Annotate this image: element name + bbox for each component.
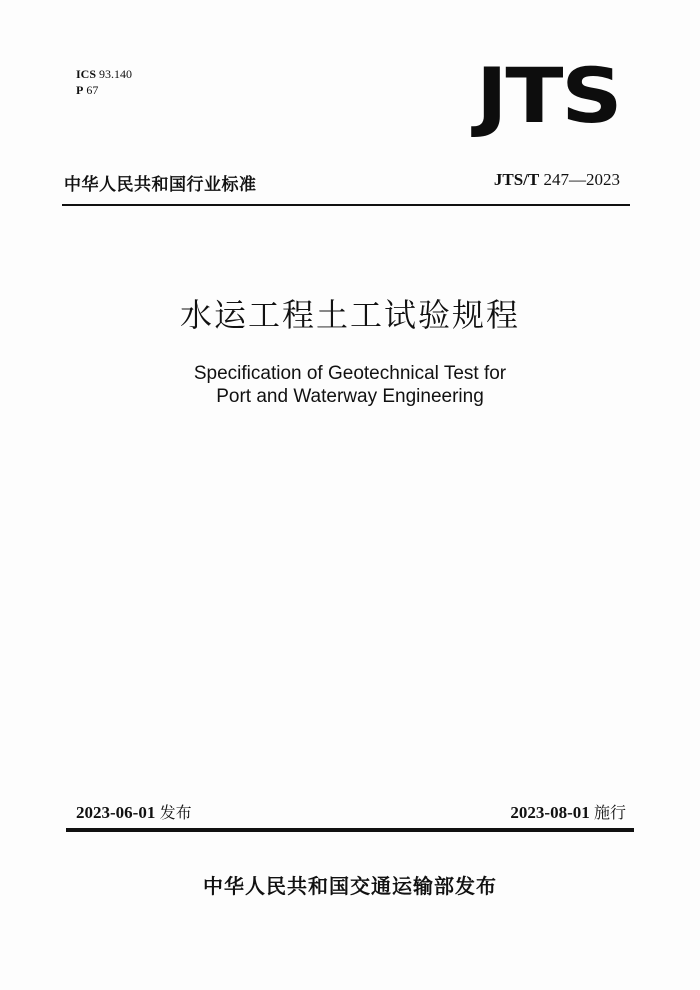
publish-date-label: 发布 [159, 803, 192, 822]
issuing-authority: 中华人民共和国交通运输部发布 [203, 874, 497, 898]
document-title-cn: 水运工程土工试验规程 [179, 296, 520, 334]
jts-logo: JTS [476, 51, 621, 140]
standard-number-prefix: JTS/T [493, 170, 540, 189]
publish-date [76, 800, 192, 823]
ccs-label: P [76, 83, 84, 97]
classification-codes [76, 66, 132, 98]
ccs-code-line [76, 82, 132, 98]
standard-number [494, 170, 620, 190]
ccs-code: 67 [86, 83, 99, 97]
effective-date [510, 800, 626, 823]
standard-category: 中华人民共和国行业标准 [64, 175, 257, 195]
title-en-line1: Specification of Geotechnical Test for [193, 363, 507, 384]
effective-date-label: 施行 [593, 803, 626, 822]
bottom-divider [66, 828, 634, 832]
document-title-en [0, 362, 700, 408]
title-en-line2: Port and Waterway Engineering [216, 386, 484, 407]
publish-date-value: 2023-06-01 [76, 803, 156, 822]
ics-code: 93.140 [99, 67, 133, 81]
top-divider [62, 204, 630, 206]
ics-code-line [76, 66, 132, 82]
standard-number-value: 247—2023 [543, 170, 620, 189]
effective-date-value: 2023-08-01 [510, 803, 590, 822]
ics-label: ICS [76, 67, 97, 81]
